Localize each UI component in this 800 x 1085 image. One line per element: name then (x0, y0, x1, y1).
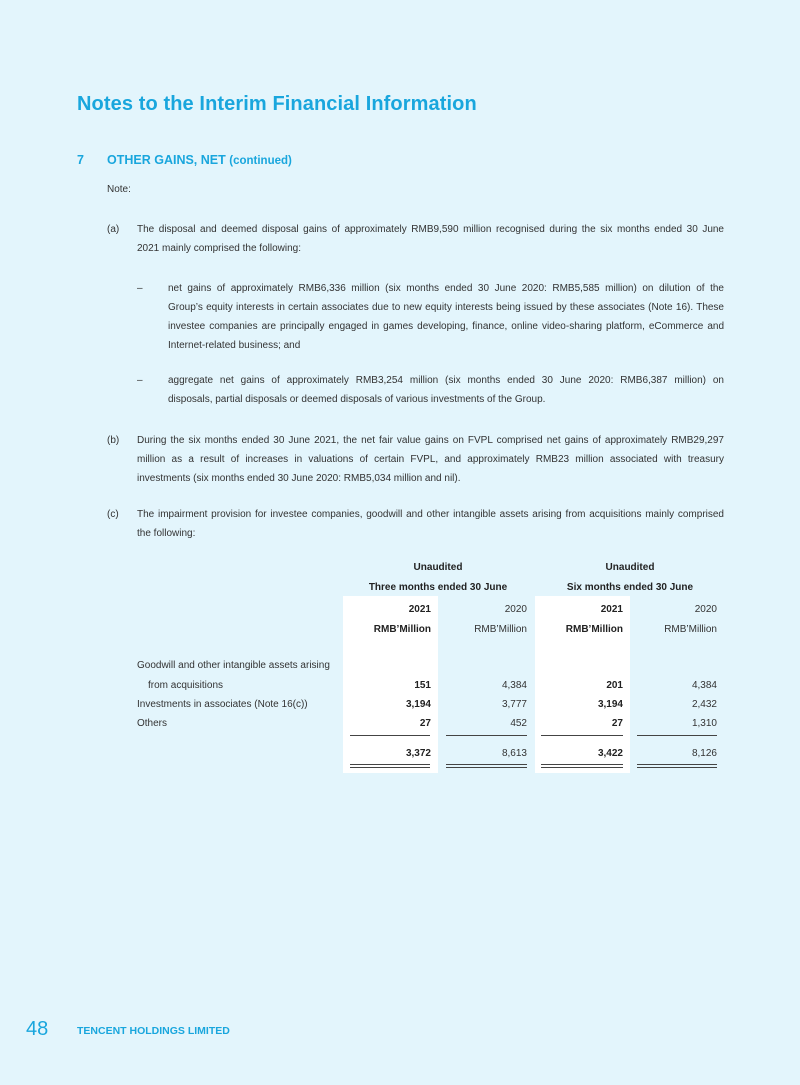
table-cell: 151 (414, 680, 431, 691)
table-cell: 2,432 (691, 699, 717, 710)
bullet-2 (168, 371, 724, 409)
table-cell: 3,194 (405, 699, 431, 710)
bullet-1-line: net gains of approximately RMB6,336 million (six months ended 30 June 2020: RMB5,585 million) on dilution of the (168, 283, 724, 294)
note-a-line1: The disposal and deemed disposal gains of approximately RMB9,590 million recognised during the six months ended 30 June (137, 224, 724, 235)
bullet-1 (168, 279, 724, 355)
table-cell: 3,777 (501, 699, 527, 710)
column-unit: RMB’Million (373, 624, 431, 635)
total-cell: 8,613 (501, 748, 527, 759)
group-status-six-months: Unaudited (605, 562, 655, 573)
table-cell: 3,194 (597, 699, 623, 710)
note-b-marker: (b) (107, 435, 120, 446)
note-a-marker: (a) (107, 224, 120, 235)
row-label: from acquisitions (148, 680, 224, 691)
total-rule (446, 767, 527, 768)
total-rule (541, 764, 623, 765)
bullet-2-line: disposals, partial disposals or deemed disposals of various investments of the Group. (168, 394, 546, 405)
total-rule (446, 764, 527, 765)
group-status-three-months: Unaudited (413, 562, 463, 573)
note-b-line: investments (six months ended 30 June 2020: RMB5,034 million and nil). (137, 473, 461, 484)
column-year: 2020 (694, 604, 717, 615)
table-cell: 27 (419, 718, 431, 729)
total-rule (637, 767, 717, 768)
note-a-line2: 2021 mainly comprised the following: (137, 243, 301, 254)
table-cell: 452 (510, 718, 527, 729)
note-c-marker: (c) (107, 509, 119, 520)
page-title: Notes to the Interim Financial Information (77, 93, 477, 115)
bullet-1-line: Internet-related business; and (168, 340, 301, 351)
column-year: 2020 (504, 604, 527, 615)
section-number: 7 (77, 153, 84, 167)
column-unit: RMB’Million (474, 624, 527, 635)
total-cell: 3,372 (405, 748, 431, 759)
note-c-line: The impairment provision for investee companies, goodwill and other intangible assets arising from acquisitions mainly comprised (137, 509, 724, 520)
company-name: TENCENT HOLDINGS LIMITED (77, 1025, 230, 1037)
total-cell: 3,422 (597, 748, 623, 759)
bullet-2-line: aggregate net gains of approximately RMB3,254 million (six months ended 30 June 2020: RMB6,387 million) on (168, 375, 724, 386)
subtotal-rule (637, 735, 717, 736)
note-c (137, 505, 724, 543)
column-unit: RMB’Million (565, 624, 623, 635)
table-cell: 4,384 (691, 680, 717, 691)
note-c-line: the following: (137, 528, 196, 539)
total-cell: 8,126 (691, 748, 717, 759)
table-cell: 4,384 (501, 680, 527, 691)
bullet-1-line: Group’s equity interests in certain associates due to new equity interests being issued by these associates (Note 16). These (168, 302, 724, 313)
total-rule (541, 767, 623, 768)
table-cell: 1,310 (691, 718, 717, 729)
subtotal-rule (350, 735, 430, 736)
total-rule (350, 767, 430, 768)
row-label: Goodwill and other intangible assets arising (137, 660, 330, 671)
subtotal-rule (541, 735, 623, 736)
row-label: Others (137, 718, 168, 729)
group-period-three-months: Three months ended 30 June (368, 582, 508, 593)
column-unit: RMB’Million (664, 624, 717, 635)
subtotal-rule (446, 735, 527, 736)
page-number: 48 (26, 1018, 49, 1040)
group-period-six-months: Six months ended 30 June (566, 582, 694, 593)
column-year: 2021 (408, 604, 431, 615)
table-cell: 201 (606, 680, 623, 691)
section-title (107, 153, 292, 167)
table-cell: 27 (611, 718, 623, 729)
note-b (137, 431, 724, 488)
note-b-line: During the six months ended 30 June 2021, the net fair value gains on FVPL comprised net gains of approximately RMB29,297 (137, 435, 724, 446)
section-continued: (continued) (229, 155, 292, 167)
row-label: Investments in associates (Note 16(c)) (137, 699, 308, 710)
bullet-1-line: investee companies are principally engaged in games developing, finance, online video-sharing platform, eCommerce and (168, 321, 724, 332)
total-rule (637, 764, 717, 765)
note-label: Note: (107, 184, 131, 195)
bullet-dash: – (137, 375, 143, 386)
note-b-line: million as a result of increases in valuations of certain FVPL, and approximately RMB23 million associated with treasury (137, 454, 724, 465)
total-rule (350, 764, 430, 765)
section-title-text: OTHER GAINS, NET (107, 153, 226, 167)
bullet-dash: – (137, 283, 143, 294)
column-year: 2021 (600, 604, 623, 615)
